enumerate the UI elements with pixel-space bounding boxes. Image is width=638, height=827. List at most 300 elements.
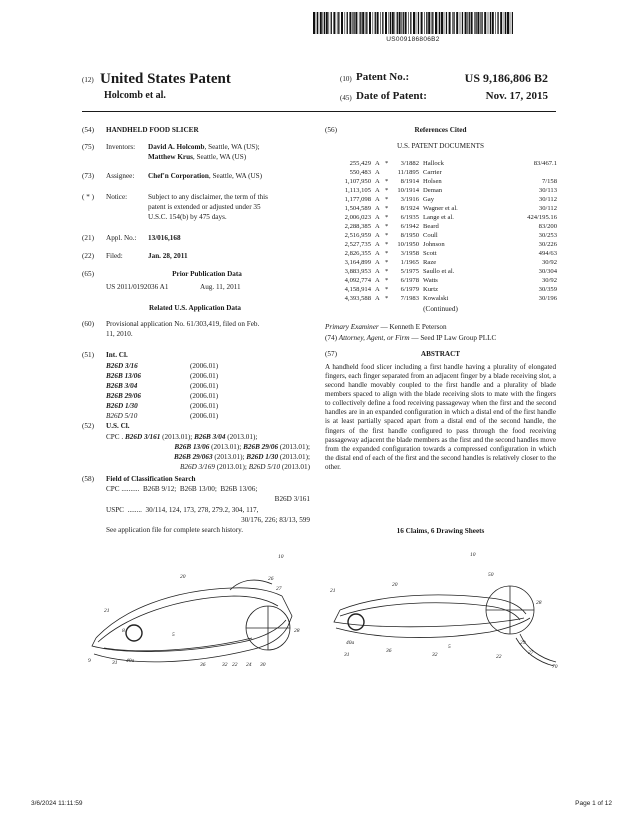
reference-name: Scott — [423, 250, 437, 257]
figure-reference-label: 32 — [222, 662, 228, 668]
abstract-text: A handheld food slicer including a first handle having a plurality of elongated fingers, each finger separated from an adjacent finger by a blade receiving slot, a second handle movably coupled to the first handle and a plurality of blade members spaced to align with the blade receiving slots to mate with the fingers to collectively define a food receiving passageway when the first and the second handles are in an expanded configuration in which a distal end of the first handle is at least partially spaced apart from a distal end of the second handle, the fingers of the first handle configured to pass through the food receiving passageway adjacent the blade members as the first and the second handles move from the expanded configuration towards a compressed configuration in which the distal end of each of the first and the second handles is relatively closer to the other. — [325, 363, 556, 471]
patent-no-code: (10) — [340, 75, 352, 83]
figure-reference-label: 31 — [112, 660, 118, 666]
barcode-bar — [510, 12, 511, 34]
barcode-bar — [338, 12, 339, 34]
figure-reference-label: 22 — [496, 654, 502, 660]
barcode-bar — [329, 12, 330, 34]
refs-subheading: U.S. PATENT DOCUMENTS — [396, 142, 485, 150]
reference-row — [325, 160, 561, 169]
barcode-bar — [410, 12, 411, 34]
barcode-bar — [389, 12, 390, 34]
reference-date: 8/1924 — [400, 205, 419, 212]
assignee: Chef'n Corporation, Seattle, WA (US) — [148, 172, 263, 180]
reference-kind: A — [375, 196, 380, 203]
barcode-bar — [413, 12, 415, 34]
reference-name: Carrier — [423, 169, 442, 176]
barcode-bar — [477, 12, 479, 34]
reference-date: 7/1983 — [400, 295, 419, 302]
reference-cited-by-examiner: * — [385, 268, 389, 275]
date-code: (45) — [340, 94, 352, 102]
barcode-bar — [392, 12, 394, 34]
barcode-bar — [492, 12, 494, 34]
reference-row — [325, 187, 561, 196]
barcode-bar — [428, 12, 430, 34]
abstract-heading: ABSTRACT — [420, 350, 461, 358]
intcl-code: B26D 3/16 — [106, 362, 138, 370]
reference-kind: A — [375, 160, 380, 167]
field-num: (22) — [82, 252, 94, 260]
intcl-label: Int. Cl. — [106, 351, 128, 359]
figure-reference-label: 10 — [278, 554, 284, 560]
inventor-1: David A. Holcomb, Seattle, WA (US); — [148, 143, 260, 151]
intcl-code: B26D 1/30 — [106, 402, 138, 410]
claims-summary: 16 Claims, 6 Drawing Sheets — [396, 527, 485, 535]
barcode-bar — [431, 12, 432, 34]
reference-cited-by-examiner: * — [385, 259, 389, 266]
reference-date: 5/1975 — [400, 268, 419, 275]
barcode-bar — [484, 12, 486, 34]
barcode-bar — [352, 12, 353, 34]
barcode-bar — [395, 12, 396, 34]
page-indicator: Page 1 of 12 — [575, 800, 612, 807]
barcode-bar — [475, 12, 476, 34]
figure-reference-label: 5 — [172, 632, 175, 638]
barcode-bar — [362, 12, 364, 34]
intcl-code: B26B 13/06 — [106, 372, 141, 380]
figure-reference-label: 30 — [260, 662, 266, 668]
document-title: United States Patent — [100, 71, 231, 87]
inventors-label: Inventors: — [106, 143, 136, 151]
barcode-bar — [497, 12, 498, 34]
reference-cited-by-examiner: * — [385, 286, 389, 293]
prior-pub-date: Aug. 11, 2011 — [200, 283, 241, 291]
reference-name: Saullo et al. — [423, 268, 455, 275]
reference-class: 494/63 — [538, 250, 557, 257]
reference-cited-by-examiner: * — [385, 232, 389, 239]
barcode-bar — [360, 12, 361, 34]
barcode-bar — [444, 12, 445, 34]
reference-row — [325, 196, 561, 205]
barcode-bar — [469, 12, 470, 34]
barcode-bar — [326, 12, 328, 34]
barcode-bar — [317, 12, 318, 34]
reference-kind: A — [375, 259, 380, 266]
barcode-bar — [341, 12, 343, 34]
notice-line: Subject to any disclaimer, the term of this — [148, 193, 268, 201]
reference-cited-by-examiner: * — [385, 196, 389, 203]
barcode-bar — [421, 12, 423, 34]
barcode-bar — [380, 12, 381, 34]
intcl-code: B26B 3/04 — [106, 382, 138, 390]
reference-class: 30/112 — [538, 196, 557, 203]
barcode-bar — [390, 12, 391, 34]
barcode-bar — [495, 12, 496, 34]
reference-class: 30/112 — [538, 205, 557, 212]
barcode-bar — [385, 12, 387, 34]
reference-cited-by-examiner: * — [385, 214, 389, 221]
prior-pub-heading: Prior Publication Data — [172, 270, 242, 278]
barcode-bar — [438, 12, 439, 34]
patent-no-value: US 9,186,806 B2 — [464, 71, 548, 85]
reference-kind: A — [375, 295, 380, 302]
figure-reference-label: 36 — [386, 648, 392, 654]
intcl-year: (2006.01) — [190, 362, 219, 370]
barcode-bar — [403, 12, 404, 34]
reference-number: 2,516,959 — [344, 232, 371, 239]
barcode-bar — [331, 12, 332, 34]
field-num: (21) — [82, 234, 94, 242]
field-see-note: See application file for complete search history. — [106, 526, 244, 534]
reference-date: 6/1979 — [400, 286, 419, 293]
prior-pub-number: US 2011/0192036 A1 — [106, 283, 169, 291]
barcode-bar — [323, 12, 324, 34]
provisional-line: Provisional application No. 61/303,419, filed on Feb. — [106, 320, 260, 328]
figure-reference-label: 28 — [536, 600, 542, 606]
reference-row — [325, 277, 561, 286]
reference-date: 3/1958 — [400, 250, 419, 257]
barcode-bar — [349, 12, 351, 34]
reference-date: 10/1914 — [397, 187, 419, 194]
reference-kind: A — [375, 214, 380, 221]
figure-reference-label: 29 — [520, 640, 526, 646]
figure-reference-label: 27 — [528, 650, 534, 656]
reference-number: 4,092,774 — [344, 277, 371, 284]
figure-reference-label: 70 — [552, 664, 558, 670]
figure-reference-label: 21 — [104, 608, 110, 614]
reference-kind: A — [375, 241, 380, 248]
header-divider — [82, 111, 556, 112]
field-uspc-line: 30/176, 226; 83/13, 599 — [241, 516, 310, 524]
reference-row — [325, 286, 561, 295]
reference-number: 2,288,385 — [344, 223, 371, 230]
barcode-bar — [345, 12, 346, 34]
reference-name: Deman — [423, 187, 443, 194]
reference-date: 11/1895 — [397, 169, 419, 176]
field-num: (51) — [82, 351, 94, 359]
barcode-bar — [333, 12, 335, 34]
reference-date: 8/1950 — [400, 232, 419, 239]
intcl-code: B26B 29/06 — [106, 392, 141, 400]
related-heading: Related U.S. Application Data — [148, 304, 242, 312]
figure-reference-label: 8 — [122, 628, 125, 634]
barcode-bar — [453, 12, 454, 34]
reference-row — [325, 205, 561, 214]
reference-class: 30/113 — [538, 187, 557, 194]
filed-date: Jan. 28, 2011 — [148, 252, 188, 260]
reference-row — [325, 232, 561, 241]
barcode-bar — [481, 12, 482, 34]
invention-title: HANDHELD FOOD SLICER — [106, 126, 199, 134]
reference-kind: A — [375, 277, 380, 284]
refs-continued: (Continued) — [423, 305, 458, 313]
cpc-line: B26B 13/06 (2013.01); B26B 29/06 (2013.01); — [174, 443, 310, 451]
barcode-bar — [313, 12, 315, 34]
barcode-bar — [471, 12, 473, 34]
reference-class: 83/200 — [538, 223, 557, 230]
reference-number: 255,429 — [349, 160, 371, 167]
barcode-bar — [320, 12, 322, 34]
reference-row — [325, 223, 561, 232]
primary-examiner: Primary Examiner — Kenneth E Peterson — [325, 323, 447, 331]
barcode-bar — [488, 12, 489, 34]
reference-kind: A — [375, 232, 380, 239]
reference-cited-by-examiner: * — [385, 205, 389, 212]
reference-class: 7/158 — [541, 178, 557, 185]
figure-reference-label: 28 — [294, 628, 300, 634]
inventor-short: Holcomb et al. — [104, 90, 166, 101]
figure-reference-label: 26 — [268, 576, 274, 582]
field-cpc-line: CPC .......... B26B 9/12; B26B 13/00; B26B 13/06; — [106, 485, 258, 493]
intcl-year: (2006.01) — [190, 382, 219, 390]
reference-date: 3/1916 — [400, 196, 419, 203]
barcode-bar — [408, 12, 409, 34]
intcl-year: (2006.01) — [190, 392, 219, 400]
reference-number: 2,826,355 — [344, 250, 371, 257]
field-num: ( * ) — [82, 193, 94, 201]
figure-reference-label: 36 — [200, 662, 206, 668]
field-num: (58) — [82, 475, 94, 483]
reference-date: 10/1950 — [397, 241, 419, 248]
barcode-bar — [449, 12, 451, 34]
figure-reference-label: 24 — [246, 662, 252, 668]
print-timestamp: 3/6/2024 11:11:59 — [31, 800, 83, 807]
reference-cited-by-examiner: * — [385, 187, 389, 194]
notice-line: patent is extended or adjusted under 35 — [148, 203, 261, 211]
reference-number: 1,504,589 — [344, 205, 371, 212]
barcode-bar — [377, 12, 379, 34]
field-num: (65) — [82, 270, 94, 278]
reference-cited-by-examiner: * — [385, 223, 389, 230]
figure-reference-label: 40a — [126, 658, 135, 664]
field-num: (52) — [82, 422, 94, 430]
date-label: Date of Patent: — [356, 90, 427, 102]
field-num: (56) — [325, 126, 337, 134]
reference-row — [325, 178, 561, 187]
barcode-bar — [426, 12, 427, 34]
intcl-year: (2006.01) — [190, 402, 219, 410]
barcode-bar — [465, 12, 467, 34]
field-search-label: Field of Classification Search — [106, 475, 196, 483]
reference-name: Raze — [423, 259, 437, 266]
reference-number: 1,113,105 — [344, 187, 371, 194]
figure-reference-label: 9 — [88, 658, 91, 664]
barcode-bar — [375, 12, 376, 34]
reference-cited-by-examiner: * — [385, 250, 389, 257]
provisional-line: 11, 2010. — [106, 330, 133, 338]
figure-reference-label: 10 — [470, 552, 476, 558]
reference-kind: A — [375, 187, 380, 194]
reference-number: 2,527,735 — [344, 241, 371, 248]
reference-kind: A — [375, 223, 380, 230]
reference-name: Kowalski — [423, 295, 449, 302]
reference-number: 2,006,023 — [344, 214, 371, 221]
reference-kind: A — [375, 250, 380, 257]
reference-kind: A — [375, 178, 380, 185]
barcode-bar — [452, 12, 453, 34]
barcode-bar — [467, 12, 468, 34]
barcode-bar — [416, 12, 417, 34]
reference-number: 4,158,914 — [344, 286, 371, 293]
reference-class: 30/226 — [538, 241, 557, 248]
barcode-bar — [397, 12, 398, 34]
barcode-bar — [480, 12, 481, 34]
barcode-bar — [504, 12, 505, 34]
barcode-bar — [512, 12, 513, 34]
patent-no-label: Patent No.: — [356, 71, 410, 83]
cpc-line: CPC . B26D 3/161 (2013.01); B26B 3/04 (2013.01); — [106, 433, 258, 441]
reference-date: 8/1914 — [400, 178, 419, 185]
appl-number: 13/016,168 — [148, 234, 181, 242]
reference-row — [325, 295, 561, 304]
barcode-bar — [373, 12, 374, 34]
reference-kind: A — [375, 268, 380, 275]
figure-reference-label: 27 — [276, 586, 282, 592]
reference-row — [325, 241, 561, 250]
intcl-code: B26D 5/10 — [106, 412, 138, 420]
barcode-bar — [353, 12, 354, 34]
attorney: (74) Attorney, Agent, or Firm — Seed IP Law Group PLLC — [325, 334, 497, 342]
barcode-bar — [500, 12, 502, 34]
title-code: (12) — [82, 76, 94, 84]
assignee-label: Assignee: — [106, 172, 135, 180]
barcode-bar — [316, 12, 317, 34]
patent-figure-left — [82, 550, 317, 680]
reference-name: Wagner et al. — [423, 205, 458, 212]
barcode-bar — [405, 12, 407, 34]
reference-class: 424/195.16 — [527, 214, 557, 221]
reference-class: 30/92 — [541, 277, 557, 284]
reference-name: Kurtz — [423, 286, 439, 293]
barcode — [313, 12, 513, 34]
field-num: (54) — [82, 126, 94, 134]
barcode-bar — [347, 12, 348, 34]
reference-date: 6/1935 — [400, 214, 419, 221]
barcode-bar — [490, 12, 491, 34]
barcode-bar — [365, 12, 366, 34]
reference-class: 30/304 — [538, 268, 557, 275]
reference-number: 1,107,950 — [344, 178, 371, 185]
figure-reference-label: 50 — [488, 572, 494, 578]
barcode-bar — [439, 12, 440, 34]
reference-name: Gay — [423, 196, 434, 203]
reference-name: Hallock — [423, 160, 444, 167]
reference-date: 1/1965 — [400, 259, 419, 266]
reference-row — [325, 214, 561, 223]
reference-class: 30/253 — [538, 232, 557, 239]
figure-reference-label: 32 — [432, 652, 438, 658]
barcode-bar — [366, 12, 367, 34]
reference-class: 30/92 — [541, 259, 557, 266]
reference-name: Watts — [423, 277, 438, 284]
barcode-bar — [424, 12, 425, 34]
reference-class: 30/359 — [538, 286, 557, 293]
barcode-bar — [460, 12, 461, 34]
barcode-bar — [456, 12, 458, 34]
reference-cited-by-examiner: * — [385, 178, 389, 185]
figure-reference-label: 20 — [392, 582, 398, 588]
reference-kind: A — [375, 286, 380, 293]
reference-name: Beard — [423, 223, 439, 230]
reference-cited-by-examiner: * — [385, 241, 389, 248]
reference-cited-by-examiner: * — [385, 295, 389, 302]
reference-number: 3,883,953 — [344, 268, 371, 275]
filed-label: Filed: — [106, 252, 123, 260]
intcl-year: (2006.01) — [190, 412, 219, 420]
field-uspc-line: USPC ........ 30/114, 124, 173, 278, 279.2, 304, 117, — [106, 506, 259, 514]
field-num: (60) — [82, 320, 94, 328]
reference-row — [325, 250, 561, 259]
barcode-bar — [462, 12, 463, 34]
reference-date: 6/1978 — [400, 277, 419, 284]
reference-name: Holsen — [423, 178, 442, 185]
appl-label: Appl. No.: — [106, 234, 137, 242]
barcode-bar — [359, 12, 360, 34]
figure-reference-label: 40a — [346, 640, 355, 646]
reference-cited-by-examiner: * — [385, 277, 389, 284]
field-num: (75) — [82, 143, 94, 151]
reference-number: 3,164,899 — [344, 259, 371, 266]
reference-name: Coull — [423, 232, 438, 239]
barcode-bar — [507, 12, 509, 34]
reference-name: Lange et al. — [423, 214, 454, 221]
cpc-line: B26D 3/169 (2013.01); B26D 5/10 (2013.01) — [180, 463, 310, 471]
intcl-year: (2006.01) — [190, 372, 219, 380]
figure-reference-label: 20 — [180, 574, 186, 580]
figure-reference-label: 22 — [232, 662, 238, 668]
cpc-line: B26B 29/063 (2013.01); B26D 1/30 (2013.01); — [174, 453, 310, 461]
barcode-bar — [474, 12, 475, 34]
barcode-text: US009186806B2 — [386, 36, 440, 43]
reference-kind: A — [375, 205, 380, 212]
field-num: (57) — [325, 350, 337, 358]
barcode-bar — [369, 12, 371, 34]
reference-number: 4,393,588 — [344, 295, 371, 302]
reference-kind: A — [375, 169, 380, 176]
barcode-bar — [382, 12, 383, 34]
notice-label: Notice: — [106, 193, 128, 201]
reference-number: 1,177,098 — [344, 196, 371, 203]
barcode-bar — [441, 12, 443, 34]
notice-line: U.S.C. 154(b) by 475 days. — [148, 213, 227, 221]
barcode-bar — [399, 12, 401, 34]
figure-reference-label: 21 — [330, 588, 336, 594]
barcode-bar — [355, 12, 357, 34]
barcode-bar — [446, 12, 447, 34]
reference-name: Johnson — [423, 241, 445, 248]
barcode-bar — [401, 12, 402, 34]
reference-cited-by-examiner: * — [385, 160, 389, 167]
reference-row — [325, 169, 561, 178]
reference-row — [325, 259, 561, 268]
figure-reference-label: 31 — [344, 652, 350, 658]
date-value: Nov. 17, 2015 — [485, 90, 548, 102]
barcode-bar — [432, 12, 433, 34]
barcode-bar — [418, 12, 419, 34]
reference-number: 550,483 — [349, 169, 371, 176]
uscl-label: U.S. Cl. — [106, 422, 130, 430]
reference-date: 3/1882 — [400, 160, 419, 167]
reference-date: 6/1942 — [400, 223, 419, 230]
refs-heading: References Cited — [414, 126, 467, 134]
reference-row — [325, 268, 561, 277]
barcode-bar — [337, 12, 338, 34]
reference-class: 30/196 — [538, 295, 557, 302]
reference-class: 83/467.1 — [533, 160, 557, 167]
figure-reference-label: 5 — [448, 644, 451, 650]
barcode-bar — [505, 12, 506, 34]
field-cpc-line: B26D 3/161 — [274, 495, 310, 503]
